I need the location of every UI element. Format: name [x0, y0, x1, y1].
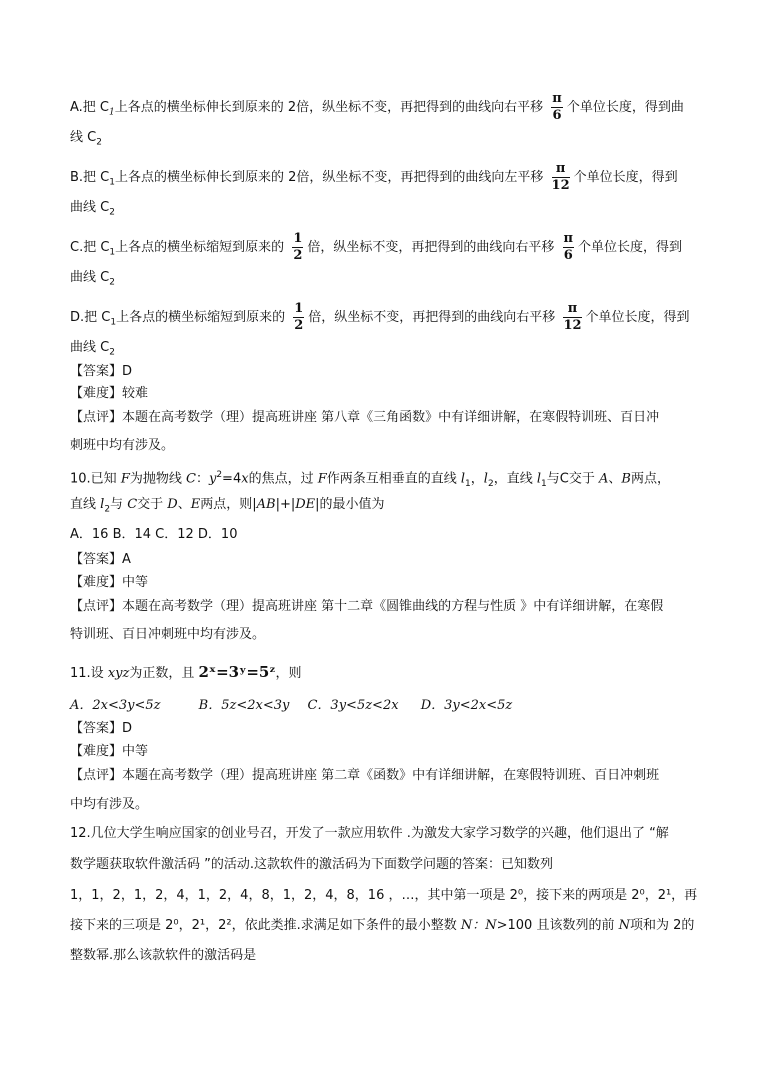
review-9-line2: 刺班中均有涉及。 [70, 438, 175, 453]
answer-9: 【答案】D [70, 364, 133, 379]
review-11-line1: 【点评】本题在高考数学（理）提高班讲座 第二章《函数》中有详细讲解，在寒假特训班、百日冲刺班 [70, 768, 660, 783]
review-11-line2: 中均有涉及。 [70, 797, 149, 812]
question-10-line2: 直线 $l_2$与 C交于 D、E两点，则|AB|+|DE|的最小值为 [70, 497, 385, 515]
question-12-line3: 1，1，2，1，2，4，1，2，4，8，1，2，4，8，16 ，…，其中第一项是 2⁰，接下来的两项是 2⁰，2¹，再 [70, 888, 698, 903]
fraction-one-half: $\frac{1}{2}$ [293, 231, 303, 263]
review-9-line1: 【点评】本题在高考数学（理）提高班讲座 第八章《三角函数》中有详细讲解，在寒假特训班、百日冲 [70, 410, 660, 425]
option-b-line1: B.把 $C_1$上各点的横坐标伸长到原来的 2倍，纵坐标不变，再把得到的曲线向左平移 $\frac{\pi}{12}$ 个单位长度，得到 [70, 161, 678, 193]
question-12-line1: 12.几位大学生响应国家的创业号召，开发了一款应用软件 .为激发大家学习数学的兴趣，他们退出了 “解 [70, 826, 669, 841]
option-d-line2: 曲线 $C_2$ [70, 340, 115, 358]
answer-11: 【答案】D [70, 721, 133, 736]
options-10: A．16 B．14 C．12 D．10 [70, 527, 238, 542]
option-b-line2: 曲线 $C_2$ [70, 200, 115, 218]
fraction-pi-over-12: $\frac{\pi}{12}$ [563, 301, 582, 333]
equation-11: 2ˣ=3ʸ=5ᶻ [198, 663, 276, 681]
option-d-line1: D.把 $C_1$上各点的横坐标缩短到原来的 $\frac{1}{2}$ 倍，纵坐标不变，再把得到的曲线向右平移 $\frac{\pi}{12}$ 个单位长度，得到 [70, 301, 690, 333]
fraction-one-half: $\frac{1}{2}$ [294, 301, 304, 333]
option-c-line1: C.把 $C_1$上各点的横坐标缩短到原来的 $\frac{1}{2}$ 倍，纵坐标不变，再把得到的曲线向右平移 $\frac{\pi}{6}$ 个单位长度，得到 [70, 231, 683, 263]
question-12-line5: 整数幂.那么该款软件的激活码是 [70, 948, 257, 963]
option-a-line1: A.把 $C_1$上各点的横坐标伸长到原来的 2倍，纵坐标不变，再把得到的曲线向右平移 $\frac{\pi}{6}$ 个单位长度，得到曲 [70, 91, 684, 123]
difficulty-10: 【难度】中等 [70, 575, 149, 590]
question-12-line2: 数学题获取软件激活码 ”的活动.这款软件的激活码为下面数学问题的答案：已知数列 [70, 857, 554, 872]
fraction-pi-over-6: $\frac{\pi}{6}$ [563, 231, 574, 263]
question-12-line4: 接下来的三项是 2⁰，2¹，2²，依此类推.求满足如下条件的最小整数 N：N>100 且该数列的前 N项和为 2的 [70, 918, 695, 933]
options-11: A．2x<3y<5z B．5z<2x<3y C．3y<5z<2x D．3y<2x<5z [70, 698, 513, 713]
fraction-pi-over-6: $\frac{\pi}{6}$ [552, 91, 562, 123]
option-a-line2: 线 $C_2$ [70, 130, 102, 148]
question-10-line1: 10.已知 F为抛物线 C：$y^2=4x$的焦点，过 F作两条互相垂直的直线 $l_1$，$l_2$，直线 $l_1$与C交于 A、B两点， [70, 470, 670, 489]
difficulty-11: 【难度】中等 [70, 744, 149, 759]
question-11: 11.设 xyz为正数，且 2ˣ=3ʸ=5ᶻ，则 [70, 663, 302, 681]
review-10-line2: 特训班、百日冲刺班中均有涉及。 [70, 627, 266, 642]
fraction-pi-over-12: $\frac{\pi}{12}$ [551, 161, 570, 193]
difficulty-9: 【难度】较难 [70, 386, 149, 401]
review-10-line1: 【点评】本题在高考数学（理）提高班讲座 第十二章《圆锥曲线的方程与性质 》中有详细讲解，在寒假 [70, 599, 664, 614]
answer-10: 【答案】A [70, 552, 131, 567]
option-c-line2: 曲线 $C_2$ [70, 270, 115, 288]
